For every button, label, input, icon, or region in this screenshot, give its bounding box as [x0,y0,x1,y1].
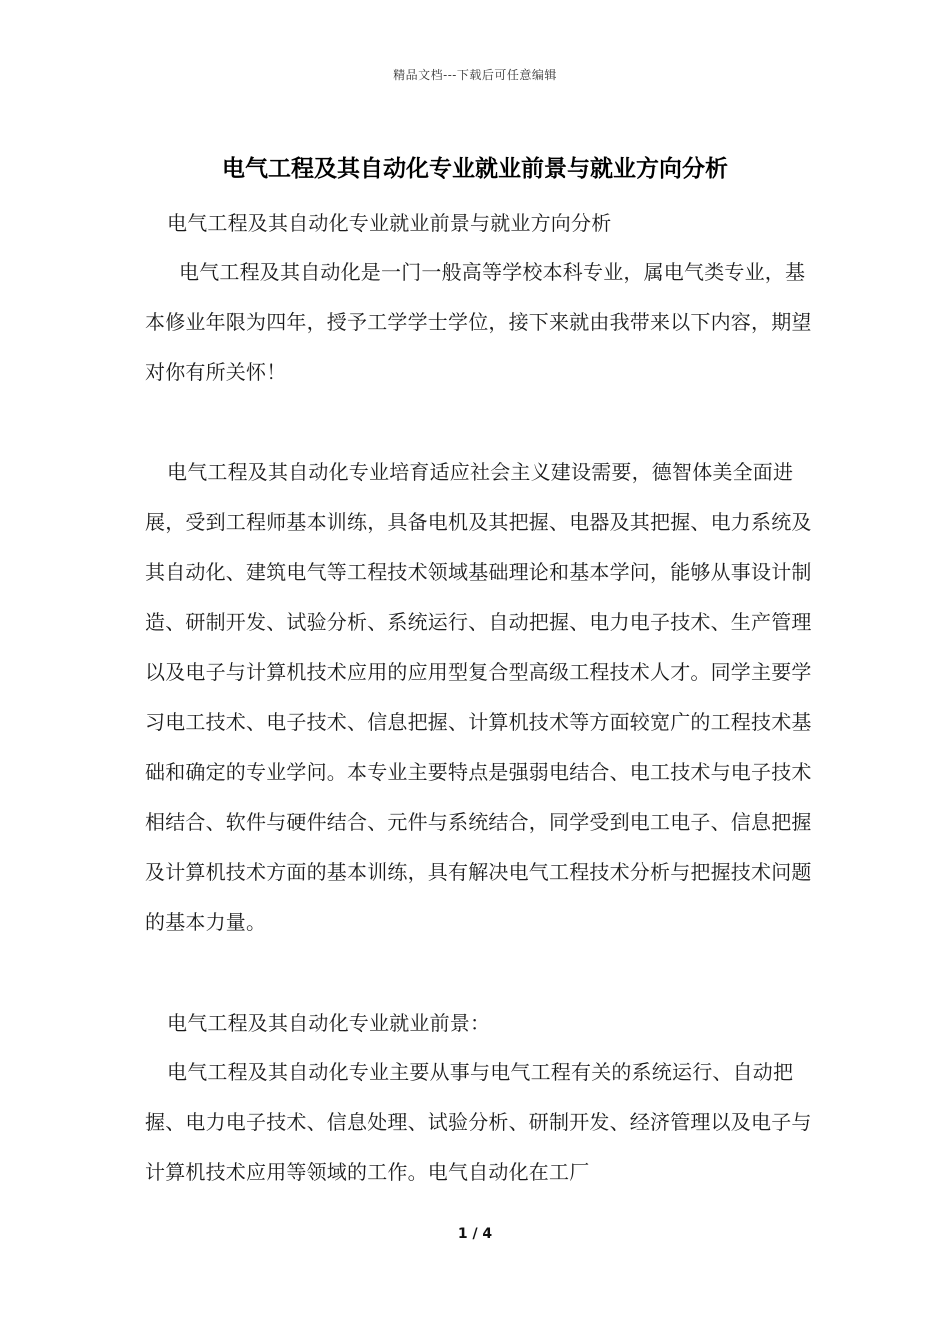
document-title: 电气工程及其自动化专业就业前景与就业方向分析 [222,155,728,182]
section-heading-block [145,998,825,1048]
header-note: 精品文档---下载后可任意编辑 [393,68,557,82]
page-number: 1 / 4 [457,1226,493,1242]
main-block [145,447,825,947]
paragraph-last: 电气工程及其自动化专业主要从事与电气工程有关的系统运行、自动把握、电力电子技术、信息处理、试验分析、研制开发、经济管理以及电子与计算机技术应用等领域的工作。电气自动化在工厂 [145,1060,812,1184]
document-subtitle: 电气工程及其自动化专业就业前景与就业方向分析 [167,211,612,235]
paragraph-intro: 电气工程及其自动化是一门一般高等学校本科专业，属电气类专业，基本修业年限为四年，授予工学学士学位，接下来就由我带来以下内容，期望对你有所关怀！ [145,260,812,384]
section-heading: 电气工程及其自动化专业就业前景： [167,1011,491,1035]
subtitle-block [145,198,825,248]
last-block [145,1047,825,1197]
intro-block [145,247,825,397]
paragraph-main: 电气工程及其自动化专业培育适应社会主义建设需要，德智体美全面进展，受到工程师基本训练，具备电机及其把握、电器及其把握、电力系统及其自动化、建筑电气等工程技术领域基础理论和基本学问，能够从事设计制造、研制开发、试验分析、系统运行、自动把握、电力电子技术、生产管理以及电子与计算机技术应用的应用型复合型高级工程技术人才。同学主要学习电工技术、电子技术、信息把握、计算机技术等方面较宽广的工程技术基础和确定的专业学问。本专业主要特点是强弱电结合、电工技术与电子技术相结合、软件与硬件结合、元件与系统结合，同学受到电工电子、信息把握及计算机技术方面的基本训练，具有解决电气工程技术分析与把握技术问题的基本力量。 [145,460,812,934]
